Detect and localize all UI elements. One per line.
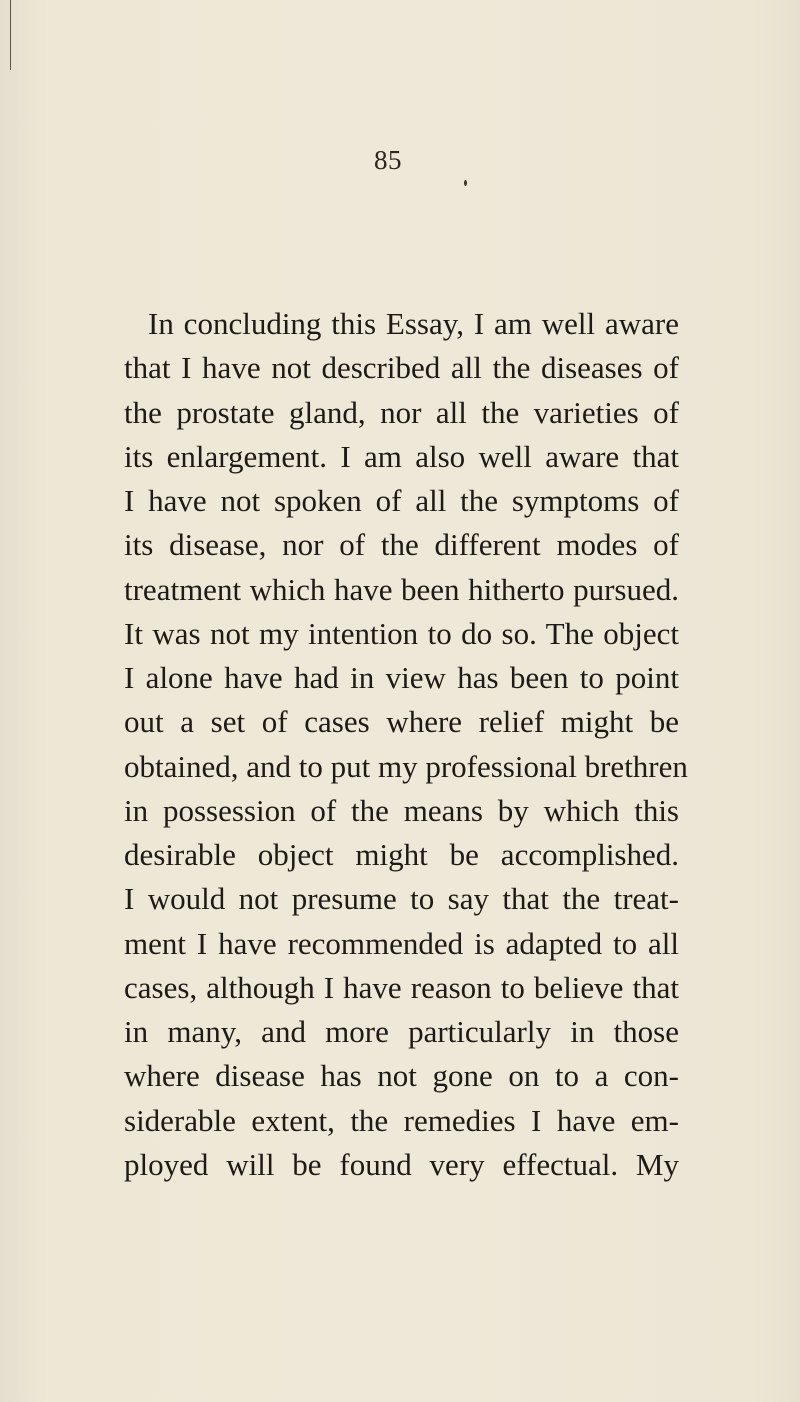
text-line: In concluding this Essay, I am well aware <box>148 306 679 341</box>
ink-speck <box>464 180 467 186</box>
text-line: the prostate gland, nor all the varieties of <box>124 394 679 430</box>
text-line: in many, and more particularly in those <box>124 1014 679 1049</box>
text-line: its disease, nor of the different modes of <box>124 527 679 563</box>
text-line: cases, although I have reason to believe that <box>124 969 679 1005</box>
text-line: where disease has not gone on to a con- <box>124 1058 679 1094</box>
text-line: desirable object might be accomplished. <box>124 837 679 872</box>
text-line: ployed will be found very effectual. My <box>124 1146 679 1182</box>
text-line: ment I have recommended is adapted to all <box>124 925 679 961</box>
page-edge-line <box>10 0 11 70</box>
body-paragraph <box>124 302 688 1187</box>
page-number: 85 <box>374 145 402 175</box>
text-line: treatment which have been hitherto pursued. <box>124 571 679 607</box>
text-line: that I have not described all the diseases of <box>124 350 679 386</box>
text-line: its enlargement. I am also well aware that <box>124 438 679 474</box>
text-line: siderable extent, the remedies I have em- <box>124 1102 679 1138</box>
text-line: I would not presume to say that the treat- <box>124 881 679 917</box>
text-line: It was not my intention to do so. The object <box>124 615 679 651</box>
text-line: I have not spoken of all the symptoms of <box>124 483 679 518</box>
text-line: out a set of cases where relief might be <box>124 704 679 740</box>
text-line: obtained, and to put my professional brethren <box>124 748 688 784</box>
text-line: in possession of the means by which this <box>124 792 679 828</box>
text-line: I alone have had in view has been to point <box>124 660 679 695</box>
